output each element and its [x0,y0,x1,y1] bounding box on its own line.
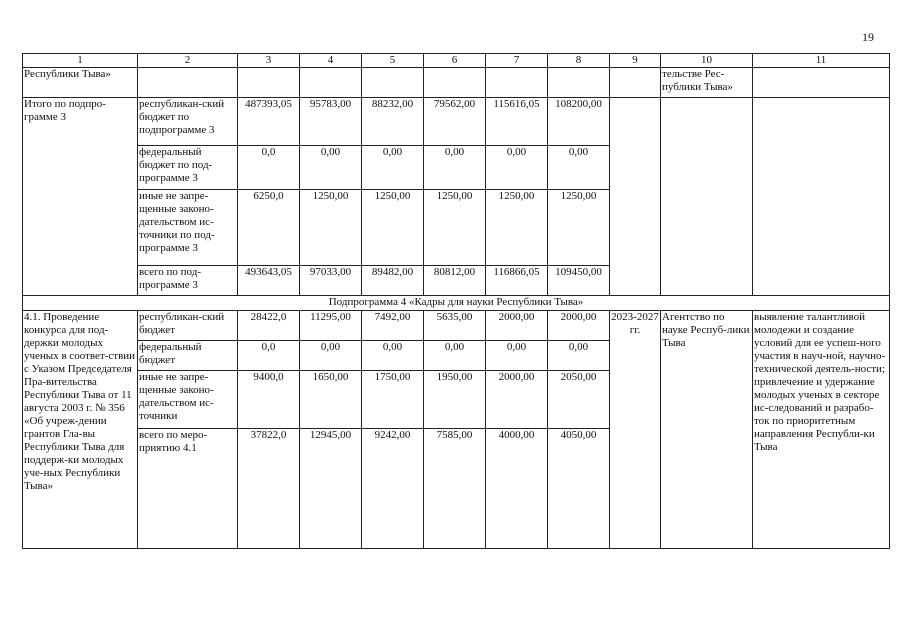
value-cell: 2000,00 [548,311,610,341]
source-cell: иные не запре-щенные законо-дательством ис-точники по под-программе 3 [138,190,238,266]
value-cell: 9400,0 [238,371,300,429]
table-row [23,311,890,341]
header-cell: 10 [661,54,753,68]
value-cell: 1650,00 [300,371,362,429]
value-cell: 7585,00 [424,429,486,549]
source-cell: всего по под-программе 3 [138,266,238,296]
value-cell: 4000,00 [486,429,548,549]
value-cell: 1250,00 [486,190,548,266]
value-cell: 4050,00 [548,429,610,549]
value-cell: 109450,00 [548,266,610,296]
value-cell: 487393,05 [238,98,300,146]
source-cell: республикан-ский бюджет по подпрограмме 3 [138,98,238,146]
header-cell: 1 [23,54,138,68]
value-cell: 6250,0 [238,190,300,266]
value-cell: 9242,00 [362,429,424,549]
value-cell: 1250,00 [300,190,362,266]
header-cell: 4 [300,54,362,68]
header-cell: 6 [424,54,486,68]
value-cell: 0,00 [548,146,610,190]
value-cell: 0,0 [238,341,300,371]
table-cell: Республики Тыва» [23,68,138,98]
header-cell: 5 [362,54,424,68]
value-cell: 108200,00 [548,98,610,146]
page-number: 19 [862,30,874,44]
value-cell: 79562,00 [424,98,486,146]
header-cell: 2 [138,54,238,68]
value-cell: 116866,05 [486,266,548,296]
subtotal-label: Итого по подпро-грамме 3 [23,98,138,296]
header-cell: 3 [238,54,300,68]
period-cell: 2023-2027 гг. [610,311,661,549]
header-cell: 9 [610,54,661,68]
value-cell: 2050,00 [548,371,610,429]
value-cell: 95783,00 [300,98,362,146]
header-cell: 8 [548,54,610,68]
header-cell: 7 [486,54,548,68]
value-cell: 0,00 [362,341,424,371]
value-cell: 0,00 [486,341,548,371]
value-cell: 7492,00 [362,311,424,341]
value-cell: 12945,00 [300,429,362,549]
value-cell: 88232,00 [362,98,424,146]
value-cell: 5635,00 [424,311,486,341]
value-cell: 1250,00 [548,190,610,266]
budget-table [22,53,890,549]
value-cell: 115616,05 [486,98,548,146]
value-cell: 0,00 [362,146,424,190]
source-cell: иные не запре-щенные законо-дательством ис-точники [138,371,238,429]
value-cell: 80812,00 [424,266,486,296]
measure-label: 4.1. Проведение конкурса для под-держки молодых ученых в соответ-ствии с Указом Председателя Пра-вительства Республики Тыва от 11 августа 2003 г. № 356 «Об учреж-дении грантов Гла-вы Республики Тыва для поддерж-ки молодых уче-ных Республики Тыва» [23,311,138,549]
value-cell: 0,00 [424,341,486,371]
source-cell: республикан-ский бюджет [138,311,238,341]
value-cell: 37822,0 [238,429,300,549]
executor-cell: Агентство по науке Респуб-лики Тыва [661,311,753,549]
value-cell: 1950,00 [424,371,486,429]
value-cell: 0,00 [300,146,362,190]
source-cell: всего по меро-приятию 4.1 [138,429,238,549]
value-cell: 28422,0 [238,311,300,341]
header-cell: 11 [753,54,890,68]
value-cell: 97033,00 [300,266,362,296]
value-cell: 11295,00 [300,311,362,341]
table-row [23,98,890,146]
source-cell: федеральный бюджет по под-программе 3 [138,146,238,190]
value-cell: 0,00 [300,341,362,371]
header-row [23,54,890,68]
value-cell: 2000,00 [486,371,548,429]
value-cell: 2000,00 [486,311,548,341]
value-cell: 493643,05 [238,266,300,296]
source-cell: федеральный бюджет [138,341,238,371]
value-cell: 1250,00 [424,190,486,266]
subprogram-title: Подпрограмма 4 «Кадры для науки Республики Тыва» [23,296,890,311]
value-cell: 0,00 [548,341,610,371]
continuation-row [23,68,890,98]
value-cell: 0,00 [486,146,548,190]
table-cell: тельстве Рес-публики Тыва» [661,68,753,98]
value-cell: 1750,00 [362,371,424,429]
value-cell: 1250,00 [362,190,424,266]
value-cell: 0,00 [424,146,486,190]
result-cell: выявление талантливой молодежи и создание условий для ее успеш-ного участия в науч-ной, научно-технической деятель-ности; привлечение и удержание молодых ученых в секторе ис-следований и разрабо-ток по приоритетным направления Республи-ки Тыва [753,311,890,549]
subprogram-row [23,296,890,311]
value-cell: 89482,00 [362,266,424,296]
value-cell: 0,0 [238,146,300,190]
